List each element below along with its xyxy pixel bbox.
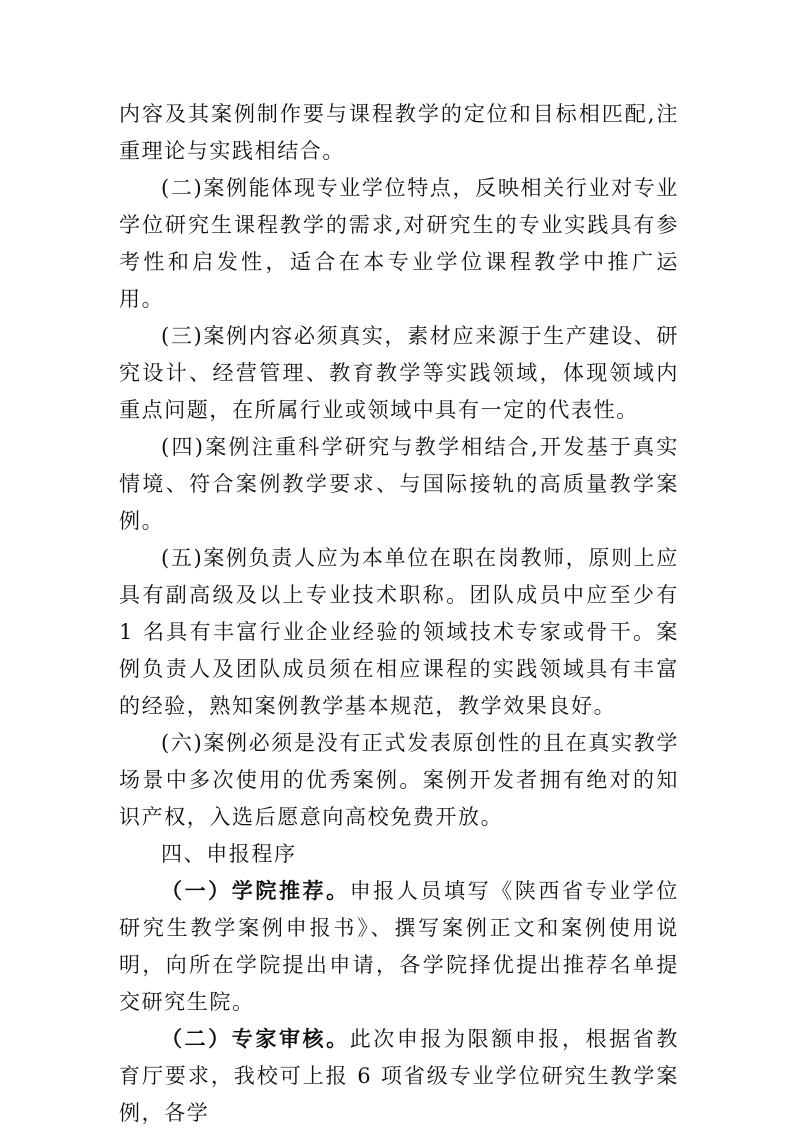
procedure-step-1: [119, 873, 679, 1021]
paragraph-requirement-4: (四)案例注重科学研究与教学相结合,开发基于真实情境、符合案例教学要求、与国际接轨的高质量教学案例。: [119, 435, 679, 533]
paragraph-continuation: 内容及其案例制作要与课程教学的定位和目标相匹配,注重理论与实践相结合。: [119, 102, 679, 163]
procedure-step-2-text: 此次申报为限额申报，根据省教育厅要求，我校可上报 6 项省级专业学位研究生教学案例，各学: [119, 1027, 679, 1125]
procedure-step-1-title: （一）学院推荐。: [161, 879, 350, 903]
procedure-step-1-text: 申报人员填写《陕西省专业学位研究生教学案例申报书》、撰写案例正文和案例使用说明，向所在学院提出申请，各学院择优提出推荐名单提交研究生院。: [119, 879, 679, 1014]
procedure-step-2: [119, 1021, 679, 1132]
paragraph-requirement-3: (三)案例内容必须真实，素材应来源于生产建设、研究设计、经营管理、教育教学等实践领域，体现领域内重点问题，在所属行业或领域中具有一定的代表性。: [119, 324, 679, 422]
paragraph-requirement-5: (五)案例负责人应为本单位在职在岗教师，原则上应具有副高级及以上专业技术职称。团队成员中应至少有 1 名具有丰富行业企业经验的领域技术专家或骨干。案例负责人及团队成员须在相应课程的实践领域具有丰富的经验，熟知案例教学基本规范，教学效果良好。: [119, 546, 679, 718]
paragraph-requirement-6: (六)案例必须是没有正式发表原创性的且在真实教学场景中多次使用的优秀案例。案例开发者拥有绝对的知识产权，入选后愿意向高校免费开放。: [119, 731, 679, 829]
document-body: [119, 96, 679, 1132]
procedure-step-2-title: （二）专家审核。: [161, 1027, 350, 1051]
section-heading: 四、申报程序: [161, 842, 297, 866]
paragraph-requirement-2: (二)案例能体现专业学位特点，反映相关行业对专业学位研究生课程教学的需求,对研究生的专业实践具有参考性和启发性，适合在本专业学位课程教学中推广运用。: [119, 176, 679, 311]
